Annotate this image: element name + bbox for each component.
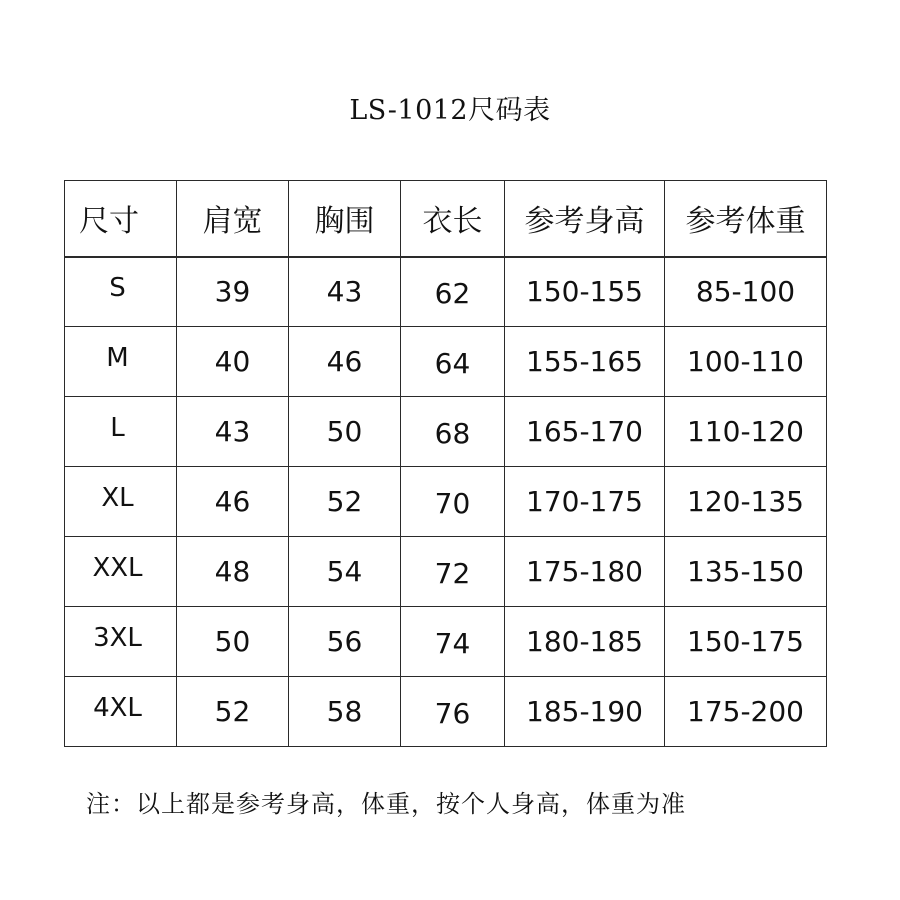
- table-row: [65, 397, 827, 467]
- table-row: [65, 327, 827, 397]
- chest-cell: 52: [289, 467, 401, 537]
- size-cell: L: [65, 397, 177, 467]
- footnote: 注：以上都是参考身高，体重，按个人身高，体重为准: [86, 790, 686, 818]
- shoulder-cell: 52: [177, 677, 289, 747]
- ref-height-cell: 180-185: [505, 607, 665, 677]
- length-cell: 68: [401, 397, 505, 467]
- shoulder-cell: 39: [177, 257, 289, 327]
- size-cell: M: [65, 327, 177, 397]
- size-cell: XXL: [65, 537, 177, 607]
- size-cell: XL: [65, 467, 177, 537]
- table-row: [65, 467, 827, 537]
- ref-weight-cell: 150-175: [665, 607, 827, 677]
- length-cell: 74: [401, 607, 505, 677]
- header-cell-ref-weight: 参考体重: [665, 181, 827, 257]
- ref-weight-cell: 135-150: [665, 537, 827, 607]
- table-row: [65, 257, 827, 327]
- length-cell: 64: [401, 327, 505, 397]
- table-row: [65, 677, 827, 747]
- header-cell-chest: 胸围: [289, 181, 401, 257]
- chest-cell: 50: [289, 397, 401, 467]
- shoulder-cell: 48: [177, 537, 289, 607]
- chest-cell: 43: [289, 257, 401, 327]
- table-row: [65, 537, 827, 607]
- size-cell: 3XL: [65, 607, 177, 677]
- ref-height-cell: 155-165: [505, 327, 665, 397]
- shoulder-cell: 40: [177, 327, 289, 397]
- shoulder-cell: 50: [177, 607, 289, 677]
- header-cell-length: 衣长: [401, 181, 505, 257]
- chest-cell: 46: [289, 327, 401, 397]
- size-cell: S: [65, 257, 177, 327]
- ref-height-cell: 165-170: [505, 397, 665, 467]
- length-cell: 62: [401, 257, 505, 327]
- chest-cell: 54: [289, 537, 401, 607]
- shoulder-cell: 46: [177, 467, 289, 537]
- header-cell-ref-height: 参考身高: [505, 181, 665, 257]
- ref-height-cell: 185-190: [505, 677, 665, 747]
- ref-weight-cell: 120-135: [665, 467, 827, 537]
- length-cell: 70: [401, 467, 505, 537]
- chest-cell: 56: [289, 607, 401, 677]
- header-cell-shoulder: 肩宽: [177, 181, 289, 257]
- ref-height-cell: 175-180: [505, 537, 665, 607]
- ref-weight-cell: 175-200: [665, 677, 827, 747]
- length-cell: 76: [401, 677, 505, 747]
- ref-weight-cell: 85-100: [665, 257, 827, 327]
- ref-weight-cell: 110-120: [665, 397, 827, 467]
- header-cell-size: 尺寸: [65, 181, 177, 257]
- chest-cell: 58: [289, 677, 401, 747]
- table-row: [65, 607, 827, 677]
- length-cell: 72: [401, 537, 505, 607]
- page-title: LS-1012尺码表: [349, 95, 551, 126]
- ref-weight-cell: 100-110: [665, 327, 827, 397]
- shoulder-cell: 43: [177, 397, 289, 467]
- ref-height-cell: 170-175: [505, 467, 665, 537]
- table-header-row: [65, 181, 827, 257]
- size-cell: 4XL: [65, 677, 177, 747]
- size-chart-table: [64, 180, 827, 747]
- ref-height-cell: 150-155: [505, 257, 665, 327]
